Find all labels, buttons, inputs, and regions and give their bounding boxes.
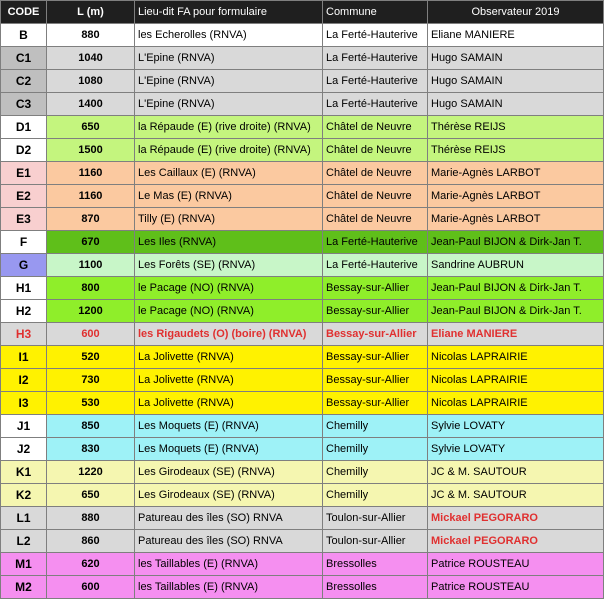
cell-site: les Taillables (E) (RNVA) [135, 576, 323, 599]
cell-site: Les Caillaux (E) (RNVA) [135, 162, 323, 185]
cell-observer: Marie-Agnès LARBOT [428, 162, 604, 185]
cell-observer: Patrice ROUSTEAU [428, 553, 604, 576]
cell-commune: Châtel de Neuvre [323, 185, 428, 208]
cell-commune: Bessay-sur-Allier [323, 392, 428, 415]
cell-site: la Répaude (E) (rive droite) (RNVA) [135, 116, 323, 139]
cell-length: 1220 [47, 461, 135, 484]
table-row [1, 162, 604, 185]
cell-code: L2 [1, 530, 47, 553]
cell-observer: Marie-Agnès LARBOT [428, 185, 604, 208]
cell-commune: Bessay-sur-Allier [323, 323, 428, 346]
cell-code: C2 [1, 70, 47, 93]
header-row [1, 1, 604, 24]
table-row [1, 484, 604, 507]
cell-commune: Bressolles [323, 553, 428, 576]
cell-length: 830 [47, 438, 135, 461]
cell-site: L'Epine (RNVA) [135, 47, 323, 70]
header-site: Lieu-dit FA pour formulaire [135, 1, 323, 24]
cell-commune: Toulon-sur-Allier [323, 530, 428, 553]
cell-observer: Jean-Paul BIJON & Dirk-Jan T. [428, 277, 604, 300]
cell-length: 530 [47, 392, 135, 415]
cell-length: 1160 [47, 162, 135, 185]
header-commune: Commune [323, 1, 428, 24]
cell-observer: JC & M. SAUTOUR [428, 484, 604, 507]
cell-observer: Marie-Agnès LARBOT [428, 208, 604, 231]
table-row [1, 116, 604, 139]
table-row [1, 507, 604, 530]
cell-site: Patureau des îles (SO) RNVA [135, 530, 323, 553]
cell-commune: Toulon-sur-Allier [323, 507, 428, 530]
cell-commune: Châtel de Neuvre [323, 208, 428, 231]
cell-commune: La Ferté-Hauterive [323, 93, 428, 116]
table-row [1, 47, 604, 70]
cell-observer: Sandrine AUBRUN [428, 254, 604, 277]
cell-observer: Eliane MANIERE [428, 323, 604, 346]
cell-code: B [1, 24, 47, 47]
table-row [1, 231, 604, 254]
cell-site: Les Iles (RNVA) [135, 231, 323, 254]
cell-code: K1 [1, 461, 47, 484]
cell-code: C1 [1, 47, 47, 70]
cell-code: I1 [1, 346, 47, 369]
cell-length: 650 [47, 116, 135, 139]
cell-length: 1100 [47, 254, 135, 277]
table-row [1, 139, 604, 162]
table-row [1, 392, 604, 415]
header-observer: Observateur 2019 [428, 1, 604, 24]
cell-code: D1 [1, 116, 47, 139]
cell-site: Tilly (E) (RNVA) [135, 208, 323, 231]
cell-length: 860 [47, 530, 135, 553]
cell-observer: Nicolas LAPRAIRIE [428, 392, 604, 415]
cell-observer: Thérèse REIJS [428, 139, 604, 162]
cell-commune: Bessay-sur-Allier [323, 277, 428, 300]
table-row [1, 415, 604, 438]
cell-length: 1160 [47, 185, 135, 208]
cell-observer: JC & M. SAUTOUR [428, 461, 604, 484]
cell-commune: Bessay-sur-Allier [323, 369, 428, 392]
cell-site: La Jolivette (RNVA) [135, 392, 323, 415]
cell-code: E2 [1, 185, 47, 208]
cell-commune: La Ferté-Hauterive [323, 24, 428, 47]
cell-length: 520 [47, 346, 135, 369]
cell-length: 880 [47, 507, 135, 530]
cell-observer: Mickael PEGORARO [428, 507, 604, 530]
cell-length: 1400 [47, 93, 135, 116]
cell-site: L'Epine (RNVA) [135, 70, 323, 93]
cell-site: Les Forêts (SE) (RNVA) [135, 254, 323, 277]
cell-code: H2 [1, 300, 47, 323]
cell-site: le Pacage (NO) (RNVA) [135, 277, 323, 300]
cell-code: I3 [1, 392, 47, 415]
header-code: CODE [1, 1, 47, 24]
table-row [1, 70, 604, 93]
cell-length: 870 [47, 208, 135, 231]
cell-code: C3 [1, 93, 47, 116]
cell-code: H3 [1, 323, 47, 346]
cell-observer: Hugo SAMAIN [428, 47, 604, 70]
cell-observer: Jean-Paul BIJON & Dirk-Jan T. [428, 231, 604, 254]
table-row [1, 369, 604, 392]
cell-code: L1 [1, 507, 47, 530]
cell-length: 800 [47, 277, 135, 300]
cell-site: Le Mas (E) (RNVA) [135, 185, 323, 208]
cell-length: 1200 [47, 300, 135, 323]
cell-observer: Eliane MANIERE [428, 24, 604, 47]
cell-observer: Nicolas LAPRAIRIE [428, 346, 604, 369]
table-row [1, 300, 604, 323]
cell-site: La Jolivette (RNVA) [135, 369, 323, 392]
cell-observer: Nicolas LAPRAIRIE [428, 369, 604, 392]
cell-code: J1 [1, 415, 47, 438]
header-length: L (m) [47, 1, 135, 24]
cell-length: 1040 [47, 47, 135, 70]
cell-commune: Chemilly [323, 438, 428, 461]
cell-commune: Chemilly [323, 415, 428, 438]
cell-site: Les Moquets (E) (RNVA) [135, 438, 323, 461]
table-row [1, 346, 604, 369]
cell-length: 880 [47, 24, 135, 47]
table-row [1, 185, 604, 208]
cell-site: la Répaude (E) (rive droite) (RNVA) [135, 139, 323, 162]
table-row [1, 208, 604, 231]
cell-commune: Chemilly [323, 461, 428, 484]
cell-site: Les Girodeaux (SE) (RNVA) [135, 461, 323, 484]
table-row [1, 24, 604, 47]
table-row [1, 530, 604, 553]
cell-length: 600 [47, 576, 135, 599]
cell-commune: Chemilly [323, 484, 428, 507]
cell-commune: Bessay-sur-Allier [323, 346, 428, 369]
cell-site: La Jolivette (RNVA) [135, 346, 323, 369]
cell-length: 600 [47, 323, 135, 346]
cell-code: J2 [1, 438, 47, 461]
cell-observer: Sylvie LOVATY [428, 415, 604, 438]
cell-commune: Bessay-sur-Allier [323, 300, 428, 323]
cell-commune: Châtel de Neuvre [323, 162, 428, 185]
cell-length: 730 [47, 369, 135, 392]
cell-observer: Hugo SAMAIN [428, 70, 604, 93]
table-row [1, 277, 604, 300]
cell-length: 1080 [47, 70, 135, 93]
cell-code: D2 [1, 139, 47, 162]
cell-commune: Bressolles [323, 576, 428, 599]
cell-observer: Mickael PEGORARO [428, 530, 604, 553]
cell-code: H1 [1, 277, 47, 300]
cell-code: M1 [1, 553, 47, 576]
cell-site: Patureau des îles (SO) RNVA [135, 507, 323, 530]
cell-length: 1500 [47, 139, 135, 162]
cell-commune: La Ferté-Hauterive [323, 47, 428, 70]
cell-code: M2 [1, 576, 47, 599]
cell-length: 620 [47, 553, 135, 576]
cell-site: L'Epine (RNVA) [135, 93, 323, 116]
cell-length: 850 [47, 415, 135, 438]
table-row [1, 254, 604, 277]
cell-code: G [1, 254, 47, 277]
cell-code: I2 [1, 369, 47, 392]
cell-length: 650 [47, 484, 135, 507]
cell-observer: Hugo SAMAIN [428, 93, 604, 116]
table-row [1, 93, 604, 116]
cell-commune: La Ferté-Hauterive [323, 231, 428, 254]
cell-code: E3 [1, 208, 47, 231]
cell-site: Les Moquets (E) (RNVA) [135, 415, 323, 438]
table-row [1, 461, 604, 484]
table-row [1, 323, 604, 346]
cell-site: le Pacage (NO) (RNVA) [135, 300, 323, 323]
cell-commune: La Ferté-Hauterive [323, 70, 428, 93]
table-body [1, 24, 604, 599]
table-row [1, 576, 604, 599]
table-row [1, 438, 604, 461]
cell-commune: La Ferté-Hauterive [323, 254, 428, 277]
cell-observer: Thérèse REIJS [428, 116, 604, 139]
cell-site: les Echerolles (RNVA) [135, 24, 323, 47]
cell-commune: Châtel de Neuvre [323, 139, 428, 162]
cell-observer: Sylvie LOVATY [428, 438, 604, 461]
cell-site: les Taillables (E) (RNVA) [135, 553, 323, 576]
cell-code: K2 [1, 484, 47, 507]
table-row [1, 553, 604, 576]
cell-code: F [1, 231, 47, 254]
cell-observer: Patrice ROUSTEAU [428, 576, 604, 599]
cell-site: Les Girodeaux (SE) (RNVA) [135, 484, 323, 507]
cell-site: les Rigaudets (O) (boire) (RNVA) [135, 323, 323, 346]
cell-code: E1 [1, 162, 47, 185]
cell-observer: Jean-Paul BIJON & Dirk-Jan T. [428, 300, 604, 323]
cell-commune: Châtel de Neuvre [323, 116, 428, 139]
cell-length: 670 [47, 231, 135, 254]
